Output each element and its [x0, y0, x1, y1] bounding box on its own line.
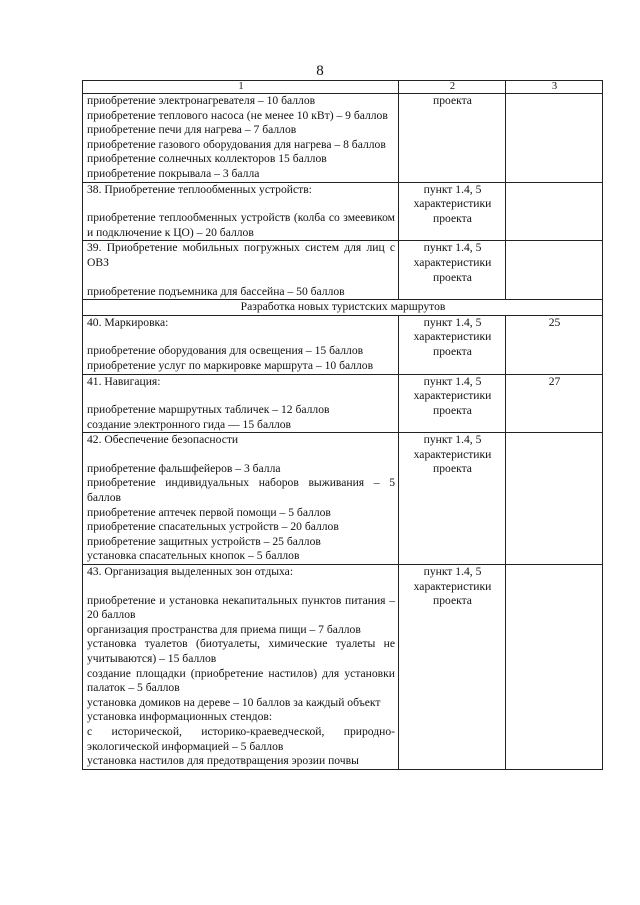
reference-cell: пункт 1.4, 5 характеристики проекта — [399, 433, 506, 565]
criterion-cell — [83, 241, 399, 300]
table-row — [83, 565, 603, 770]
reference-cell: пункт 1.4, 5 характеристики проекта — [399, 241, 506, 300]
criterion-item: приобретение защитных устройств – 25 баллов — [87, 534, 321, 548]
criterion-item: приобретение оборудования для освещения – 15 баллов — [87, 344, 364, 358]
criterion-item: приобретение спасательных устройств – 20 баллов — [87, 520, 339, 534]
score-cell: 25 — [506, 315, 603, 374]
criterion-item: установка туалетов (биотуалеты, химические туалеты не учитываются) – 15 баллов — [87, 637, 395, 665]
reference-cell: пункт 1.4, 5 характеристики проекта — [399, 374, 506, 433]
criterion-title: 39. Приобретение мобильных погружных систем для лиц с ОВЗ — [87, 241, 395, 269]
criterion-item: приобретение солнечных коллекторов 15 баллов — [87, 152, 327, 166]
header-col-3: 3 — [506, 81, 603, 94]
criterion-item: приобретение аптечек первой помощи – 5 баллов — [87, 505, 331, 519]
criterion-item: приобретение теплообменных устройств (колба со змеевиком и подключение к ЦО) – 20 баллов — [87, 211, 395, 239]
criterion-item: приобретение покрывала – 3 балла — [87, 166, 260, 180]
criterion-item: приобретение газового оборудования для нагрева – 8 баллов — [87, 137, 386, 151]
criterion-item: приобретение услуг по маркировке маршрута – 10 баллов — [87, 358, 374, 372]
criterion-cell — [83, 565, 399, 770]
table-row — [83, 182, 603, 241]
reference-cell: проекта — [399, 94, 506, 183]
spacer — [87, 271, 395, 285]
criterion-cell — [83, 182, 399, 241]
spacer — [87, 330, 395, 344]
criterion-item: установка настилов для предотвращения эрозии почвы — [87, 754, 359, 768]
criterion-cell — [83, 374, 399, 433]
criterion-item: установка домиков на дереве – 10 баллов за каждый объект — [87, 695, 381, 709]
criterion-item: приобретение теплового насоса (не менее 10 кВт) – 9 баллов — [87, 108, 388, 122]
criterion-item: приобретение фальшфейеров – 3 балла — [87, 461, 281, 475]
table-row — [83, 315, 603, 374]
reference-cell: пункт 1.4, 5 характеристики проекта — [399, 182, 506, 241]
criterion-title: 43. Организация выделенных зон отдыха: — [87, 565, 294, 579]
section-row — [83, 300, 603, 316]
criterion-item: приобретение печи для нагрева – 7 баллов — [87, 123, 297, 137]
criterion-item: приобретение электронагревателя – 10 баллов — [87, 94, 316, 107]
criterion-title: 40. Маркировка: — [87, 315, 169, 329]
criterion-item: установка информационных стендов: — [87, 710, 273, 724]
page-number: 8 — [316, 63, 324, 79]
section-title: Разработка новых туристских маршрутов — [83, 300, 603, 316]
header-col-1: 1 — [83, 81, 399, 94]
criterion-item: установка спасательных кнопок – 5 баллов — [87, 549, 300, 563]
criterion-cell — [83, 94, 399, 183]
criterion-item: с исторической, историко-краеведческой, природно-экологической информацией – 5 баллов — [87, 724, 395, 753]
score-cell — [506, 94, 603, 183]
criterion-item: организация пространства для приема пищи – 7 баллов — [87, 622, 361, 636]
table-row — [83, 374, 603, 433]
score-cell — [506, 241, 603, 300]
score-cell — [506, 565, 603, 770]
table-row — [83, 433, 603, 565]
score-cell — [506, 182, 603, 241]
reference-cell: пункт 1.4, 5 характеристики проекта — [399, 315, 506, 374]
spacer — [87, 389, 395, 403]
criterion-title: 38. Приобретение теплообменных устройств: — [87, 182, 312, 196]
criteria-table — [82, 80, 603, 770]
criterion-cell — [83, 433, 399, 565]
score-cell — [506, 433, 603, 565]
table-header-row — [83, 81, 603, 94]
reference-cell: пункт 1.4, 5 характеристики проекта — [399, 565, 506, 770]
spacer — [87, 448, 395, 462]
criterion-title: 41. Навигация: — [87, 374, 161, 388]
score-cell: 27 — [506, 374, 603, 433]
criterion-item: приобретение индивидуальных наборов выживания – 5 баллов — [87, 476, 395, 505]
header-col-2: 2 — [399, 81, 506, 94]
criterion-item: приобретение подъемника для бассейна – 50 баллов — [87, 284, 345, 298]
criterion-cell — [83, 315, 399, 374]
table-row — [83, 241, 603, 300]
criterion-item: приобретение и установка некапитальных пунктов питания – 20 баллов — [87, 593, 395, 622]
criterion-item: создание электронного гида — 15 баллов — [87, 417, 292, 431]
criterion-item: приобретение маршрутных табличек – 12 баллов — [87, 403, 330, 417]
spacer — [87, 197, 395, 211]
table-row — [83, 94, 603, 183]
criterion-title: 42. Обеспечение безопасности — [87, 433, 239, 447]
criterion-item: создание площадки (приобретение настилов) для установки палаток – 5 баллов — [87, 666, 395, 695]
spacer — [87, 580, 395, 594]
